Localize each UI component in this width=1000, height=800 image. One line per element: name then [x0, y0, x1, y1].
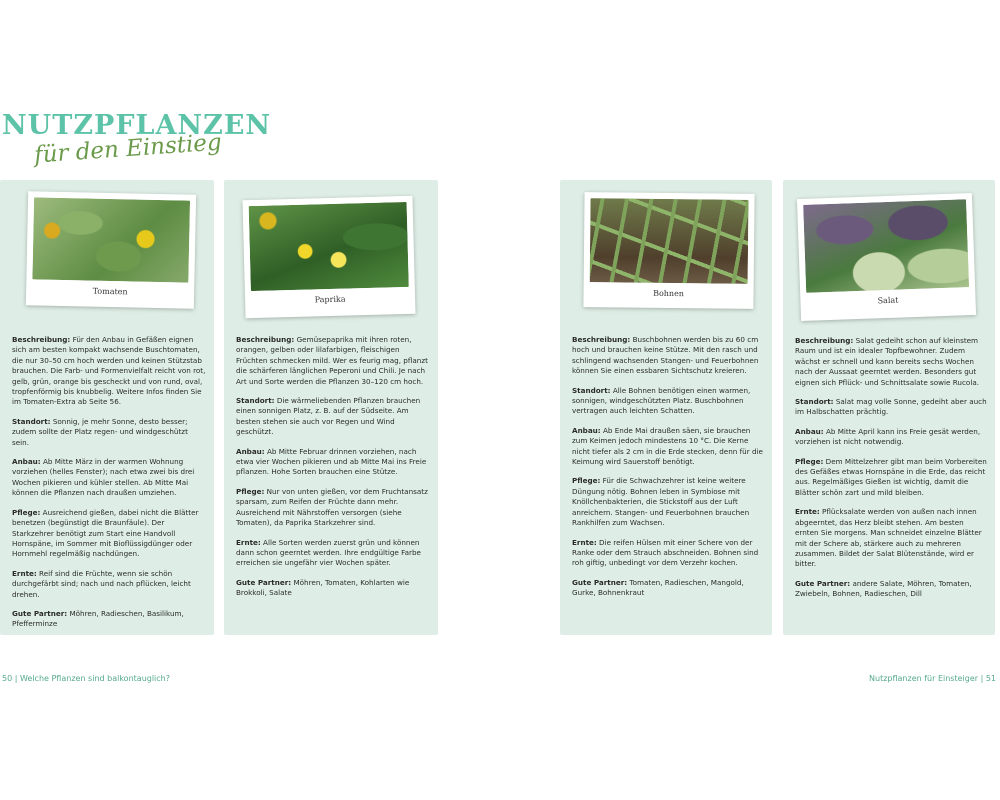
section-harvest: Ernte: Alle Sorten werden zuerst grün und können dann schon geerntet werden. Ihre endgültige Farbe erreichen sie ungefähr vier Wochen später.	[236, 537, 421, 568]
photo-caption: Tomaten	[92, 286, 128, 297]
paprika-plant-photo	[249, 202, 409, 291]
section-care: Pflege: Ausreichend gießen, dabei nicht die Blätter benetzen (begünstigt die Braunfäule). Der Starkzehrer benötigt zum Start eine Handvoll Hornspäne, im Sommer mit Bioflüssigdünger oder Hornmehl regelmäßig nachdüngen.	[12, 507, 199, 559]
card-text	[236, 335, 431, 608]
section-location: Standort: Die wärmeliebenden Pflanzen brauchen einen sonnigen Platz, z. B. auf der Südseite. Am besten stehen sie auch vor Regen und Wind geschützt.	[236, 396, 421, 437]
photo-frame	[797, 193, 976, 321]
section-partners: Gute Partner: Möhren, Tomaten, Kohlarten wie Brokkoli, Salate	[236, 577, 410, 598]
section-care: Pflege: Nur von unten gießen, vor dem Fruchtansatz sparsam, zum Reifen der Früchte dann mehr. Ausreichend mit Nährstoffen versorgen (siehe Tomaten), da Paprika Starkzehrer sind.	[236, 486, 428, 528]
section-partners: Gute Partner: Tomaten, Radieschen, Mangold, Gurke, Bohnenkraut	[572, 577, 744, 598]
footer-right: Nutzpflanzen für Einsteiger | 51	[869, 674, 996, 683]
card-text	[795, 336, 989, 609]
card-text	[12, 335, 207, 639]
section-cultivation: Anbau: Ab Mitte Februar drinnen vorziehen, nach etwa vier Wochen pikieren und ab Mitte Mai ins Freie pflanzen. Hohe Sorten brauchen eine Stütze.	[236, 446, 427, 477]
photo-caption: Paprika	[314, 294, 346, 305]
section-harvest: Ernte: Pflücksalate werden von außen nach innen abgeerntet, das Herz bleibt stehen. Am besten ernten Sie morgens. Man schneidet einzelne Blätter mit der Schere ab, stärkere auch zu mehreren zusammen. Bildet der Salat Blütenstände, wird er bitter.	[795, 507, 982, 569]
tomato-plant-photo	[32, 197, 190, 282]
section-location: Standort: Sonnig, je mehr Sonne, desto besser; zudem sollte der Platz regen- und windgeschützt sein.	[12, 416, 188, 447]
section-location: Standort: Salat mag volle Sonne, gedeiht aber auch im Halbschatten prächtig.	[795, 397, 987, 417]
card-text	[572, 335, 766, 608]
section-partners: Gute Partner: andere Salate, Möhren, Tomaten, Zwiebeln, Bohnen, Radieschen, Dill	[795, 578, 972, 599]
section-harvest: Ernte: Reif sind die Früchte, wenn sie schön durchgefärbt sind; nach und nach pflücken, leicht drehen.	[12, 568, 191, 599]
section-cultivation: Anbau: Ab Ende Mai draußen säen, sie brauchen zum Keimen jedoch mindestens 10 °C. Die Kerne nicht tiefer als 2 cm in die Erde stecken, denn für die Keimung wird Sauerstoff benötigt.	[572, 425, 763, 467]
section-care: Pflege: Dem Mittelzehrer gibt man beim Vorbereiten des Gefäßes etwas Hornspäne in die Erde, das reicht aus. Regelmäßiges Gießen ist wichtig, damit die Blätter schön zart und mild bleiben.	[795, 456, 987, 497]
photo-frame	[583, 192, 754, 309]
section-partners: Gute Partner: Möhren, Radieschen, Basilikum, Pfefferminze	[12, 608, 184, 629]
section-harvest: Ernte: Die reifen Hülsen mit einer Schere von der Ranke oder dem Strauch abschneiden. Bohnen sind roh giftig, unbedingt vor dem Verzehr kochen.	[572, 537, 759, 568]
photo-frame	[26, 191, 196, 308]
plant-card-paprika	[224, 180, 438, 635]
section-cultivation: Anbau: Ab Mitte März in der warmen Wohnung vorziehen (helles Fenster); nach etwa zwei bis drei Wochen pikieren und kühler stellen. Ab Mitte Mai können die Pflanzen nach draußen umziehen.	[12, 457, 195, 498]
plant-card-salat	[783, 180, 995, 635]
section-cultivation: Anbau: Ab Mitte April kann ins Freie gesät werden, vorziehen ist nicht notwendig.	[795, 426, 981, 447]
plant-card-bohnen	[560, 180, 772, 635]
section-description: Beschreibung: Für den Anbau in Gefäßen eignen sich am besten kompakt wachsende Buschtomaten, die nur 30–50 cm hoch werden und keinen Stützstab brauchen. Die Farb- und Formenvielfalt reicht von rot, gelb, grün, orange bis gescheckt und von rund, oval, tropfenförmig bis knubbelig. Weitere Infos finden Sie im Tomaten-Extra ab Seite 56.	[12, 335, 206, 407]
footer-left: 50 | Welche Pflanzen sind balkontauglich?	[2, 674, 170, 683]
section-description: Beschreibung: Salat gedeiht schon auf kleinstem Raum und ist ein idealer Topfbewohner. Zudem wächst er schnell und kann bereits sechs Wochen nach der Aussaat geerntet werden. Besonders gut eignen sich Pflück- und Schnittsalate sowie Rucola.	[795, 336, 980, 387]
section-care: Pflege: Für die Schwachzehrer ist keine weitere Düngung nötig. Bohnen leben in Symbiose mit Knöllchenbakterien, die Stickstoff aus der Luft anreichern. Stangen- und Feuerbohnen brauchen Rankhilfen zum Wachsen.	[572, 476, 750, 528]
page-subtitle: für den Einstieg	[33, 129, 223, 169]
photo-caption: Salat	[877, 295, 899, 306]
lettuce-photo	[803, 199, 969, 293]
page-title: NUTZPFLANZEN	[2, 110, 272, 141]
section-location: Standort: Alle Bohnen benötigen einen warmen, sonnigen, windgeschützten Platz. Buschbohnen vertragen auch leichten Schatten.	[572, 385, 751, 416]
photo-frame	[242, 196, 415, 318]
section-description: Beschreibung: Buschbohnen werden bis zu 60 cm hoch und brauchen keine Stütze. Mit den rasch und schlingend wachsenden Stangen- und Feuerbohnen können Sie einen essbaren Sichtschutz kreieren.	[572, 335, 759, 376]
plant-card-tomaten	[0, 180, 214, 635]
section-description: Beschreibung: Gemüsepaprika mit ihren roten, orangen, gelben oder lilafarbigen, fleischigen Früchten schmecken mild. Wer es feurig mag, pflanzt die schärferen länglichen Peperoni und Chili. Je nach Art und Sorte werden die Pflanzen 30–120 cm hoch.	[236, 335, 428, 386]
photo-caption: Bohnen	[653, 288, 685, 299]
beans-photo	[590, 198, 749, 284]
